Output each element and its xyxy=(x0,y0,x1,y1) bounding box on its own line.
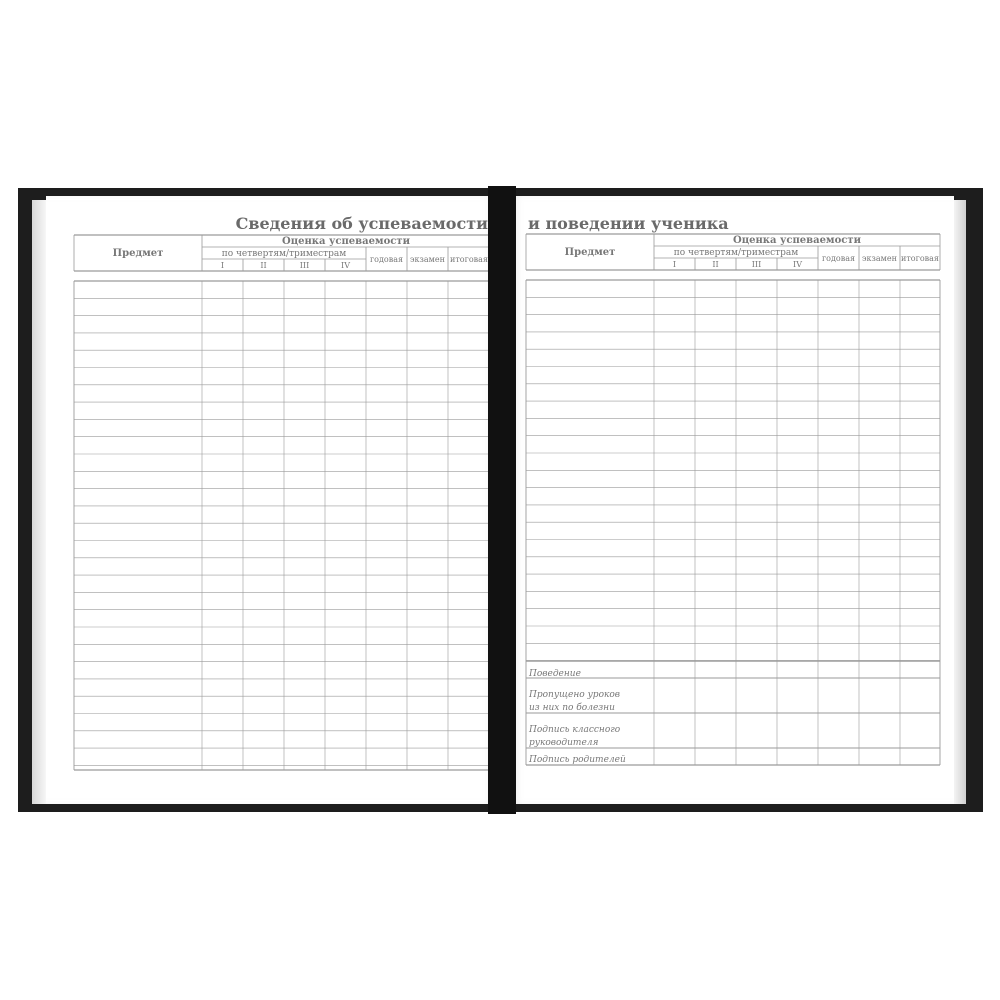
row-missed-label xyxy=(529,689,620,715)
header-subject: Предмет xyxy=(112,248,164,259)
header-exam: экзамен xyxy=(410,255,445,264)
grades-table-right xyxy=(526,234,940,770)
left-page-title: Сведения об успеваемости xyxy=(235,214,488,233)
header-final: итоговая xyxy=(450,255,488,264)
left-page xyxy=(46,196,498,804)
header-periods: по четвертям/триместрам xyxy=(221,249,347,259)
notebook-spine xyxy=(488,186,516,814)
header-subject: Предмет xyxy=(564,247,616,258)
parents-sig-text: Подпись родителей xyxy=(529,755,626,765)
header-grades: Оценка успеваемости xyxy=(733,235,861,246)
row-behavior-label xyxy=(529,668,581,681)
header-exam: экзамен xyxy=(862,254,897,263)
header-yearly: годовая xyxy=(821,254,856,263)
header-q4: IV xyxy=(793,260,802,269)
header-q3: III xyxy=(299,261,310,270)
missed-text-2: из них по болезни xyxy=(529,703,615,713)
header-final: итоговая xyxy=(901,254,939,263)
row-teacher-signature-label xyxy=(529,724,620,750)
grades-table-left xyxy=(74,235,490,771)
header-q4: IV xyxy=(341,261,350,270)
teacher-sig-text-2: руководителя xyxy=(529,738,599,748)
missed-text-1: Пропущено уроков xyxy=(529,690,621,700)
header-yearly: годовая xyxy=(369,255,404,264)
header-q2: II xyxy=(260,261,267,270)
page-edges-right xyxy=(952,200,966,804)
row-parents-signature-label xyxy=(529,754,626,767)
header-grades: Оценка успеваемости xyxy=(282,236,410,247)
header-q3: III xyxy=(751,260,762,269)
header-q1: I xyxy=(672,260,677,269)
teacher-sig-text-1: Подпись классного xyxy=(529,725,621,735)
header-q2: II xyxy=(712,260,719,269)
right-page-title: и поведении ученика xyxy=(528,214,729,233)
header-q1: I xyxy=(220,261,225,270)
right-page xyxy=(508,196,954,804)
header-periods: по четвертям/триместрам xyxy=(673,248,799,258)
behavior-text: Поведение xyxy=(529,669,581,679)
